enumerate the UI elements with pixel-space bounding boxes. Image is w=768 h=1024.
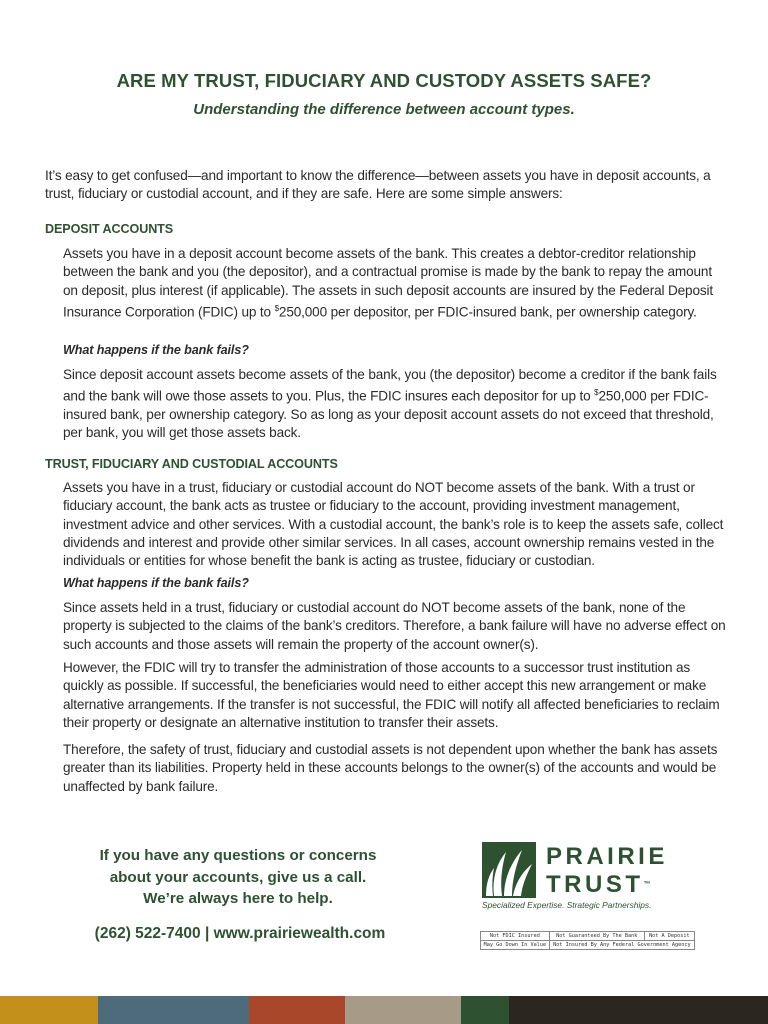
color-bar-segment [345, 996, 461, 1024]
cta-line: If you have any questions or concerns [99, 847, 377, 864]
color-bar-segment [509, 996, 768, 1024]
deposit-accounts-heading: DEPOSIT ACCOUNTS [45, 222, 174, 236]
color-bar-segment [98, 996, 249, 1024]
cta-line: about your accounts, give us a call. [109, 868, 367, 886]
trust-question: What happens if the bank fails? [63, 576, 249, 590]
deposit-question: What happens if the bank fails? [63, 343, 249, 357]
wheat-leaves-icon [482, 842, 536, 898]
trust-accounts-heading: TRUST, FIDUCIARY AND CUSTODIAL ACCOUNTS [45, 457, 338, 471]
logo-word-prairie: PRAIRIE [546, 843, 668, 870]
deposit-paragraph: Assets you have in a deposit account become assets of the bank. This creates a debtor-creditor relationship between the bank and you (the depositor), and a contractual promise is made by the bank to repay the amount on deposit, plus interest (if applicable). The assets in such deposit accounts are insured by the Federal Deposit Insurance Corporation (FDIC) up to $250,000 per depositor, per FDIC-insured bank, per ownership category. [63, 246, 714, 320]
trust-paragraph: Assets you have in a trust, fiduciary or custodial account do NOT become assets of the bank. With a trust or fiduciary account, the bank acts as trustee or fiduciary to the account, providing investment management, investment advice and other services. With a custodial account, the bank’s role is to keep the assets safe, collect dividends and interest and provide other similar services. In all cases, account ownership remains vested in the individuals or entities for whose benefit the bank is acting as trustee, fiduciary or custodian. [63, 480, 724, 569]
trust-bank-fails-paragraph: Since assets held in a trust, fiduciary or custodial account do NOT become assets of the bank, none of the property is subjected to the claims of the bank’s creditors. Therefore, a bank failure will have no adverse effect on such accounts and those assets will remain the property of the account owner(s). [63, 600, 726, 652]
color-bar-segment [249, 996, 345, 1024]
safety-paragraph: Therefore, the safety of trust, fiduciary and custodial assets is not dependent upon whether the bank has assets greater than its liabilities. Property held in these accounts belongs to the owner(s) of the accounts and would be unaffected by bank failure. [63, 742, 718, 794]
disclaimer-cell: Not FDIC Insured [481, 932, 550, 941]
contact-info[interactable]: (262) 522-7400 | www.prairiewealth.com [94, 925, 386, 942]
disclaimer-table [480, 931, 695, 950]
color-bar-segment [461, 996, 509, 1024]
fdic-transfer-paragraph: However, the FDIC will try to transfer the administration of those accounts to a successor trust institution as quickly as possible. If successful, the beneficiaries would need to either accept this new arrangement or make alternative arrangements. If the transfer is not successful, the FDIC will notify all affected beneficiaries to reclaim their property or designate an alternative institution to transfer their assets. [63, 660, 720, 730]
logo-word-trust: TRUST™ [546, 871, 651, 898]
disclaimer-row [481, 941, 695, 950]
footer-color-bar [0, 996, 768, 1024]
disclaimer-row [481, 932, 695, 941]
disclaimer-cell: Not Insured By Any Federal Government Agency [549, 941, 694, 950]
page-subtitle: Understanding the difference between account types. [193, 101, 575, 118]
page-title: ARE MY TRUST, FIDUCIARY AND CUSTODY ASSETS SAFE? [116, 70, 652, 91]
intro-paragraph: It’s easy to get confused—and important to know the difference—between assets you have in deposit accounts, a trust, fiduciary or custodial account, and if they are safe. Here are some simple answers: [45, 168, 711, 201]
disclaimer-cell: May Go Down In Value [481, 941, 550, 950]
color-bar-segment [0, 996, 98, 1024]
call-to-action [60, 845, 416, 910]
deposit-bank-fails-paragraph: Since deposit account assets become assets of the bank, you (the depositor) become a creditor if the bank fails and the bank will owe those assets to you. Plus, the FDIC insures each depositor for up to $250,000 per FDIC-insured bank, per ownership category. So as long as your deposit account assets do not exceed that threshold, per bank, you will get those assets back. [63, 367, 717, 441]
cta-line: We’re always here to help. [143, 890, 333, 907]
logo-tagline: Specialized Expertise. Strategic Partnerships. [482, 900, 652, 910]
disclaimer-cell: Not Guaranteed By The Bank [549, 932, 644, 941]
disclaimer-cell: Not A Deposit [644, 932, 694, 941]
